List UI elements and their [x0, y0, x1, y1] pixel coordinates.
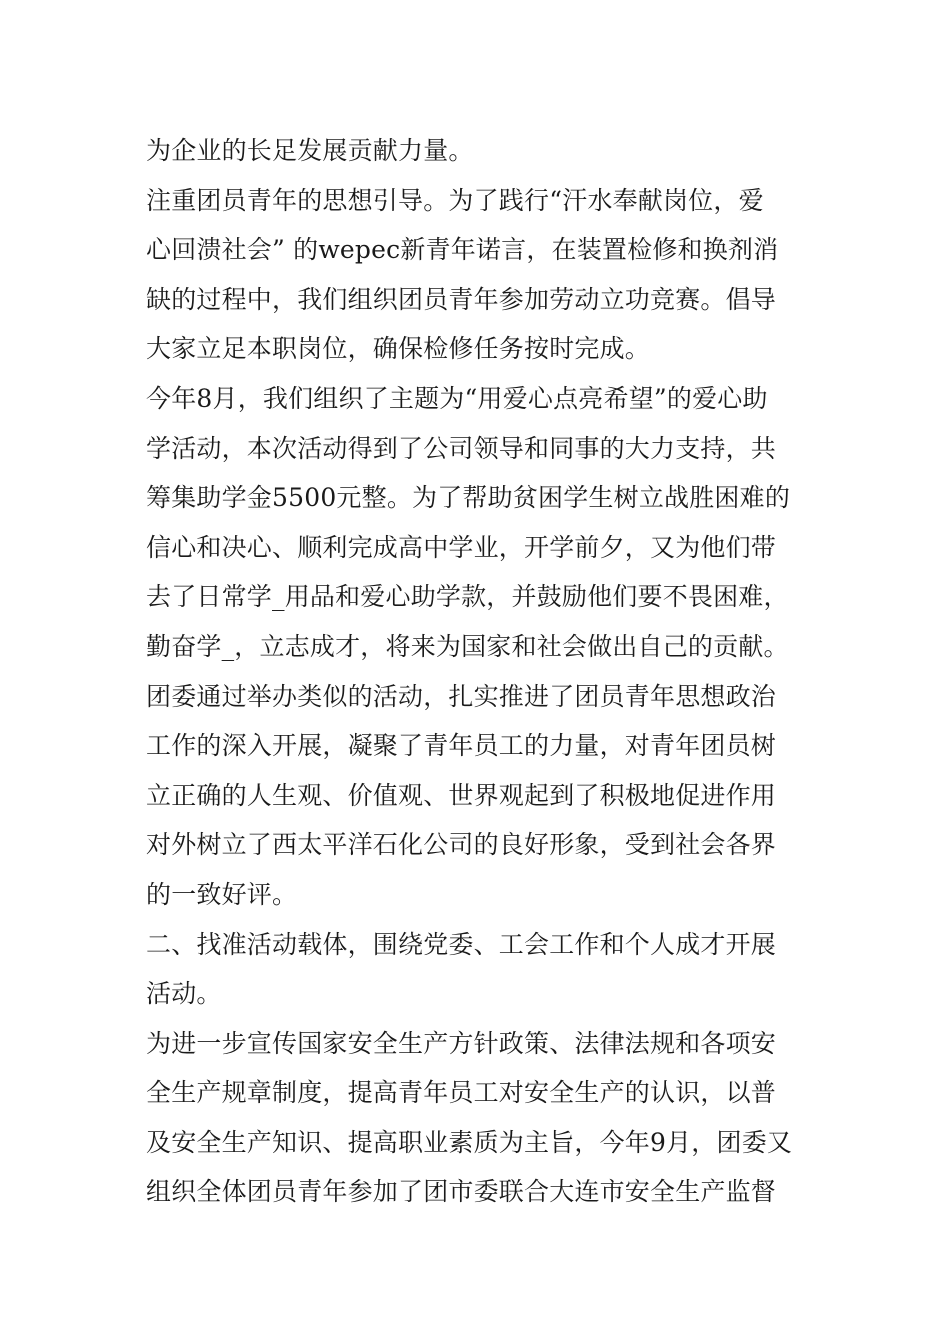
text-line: 的一致好评。 — [146, 879, 298, 909]
text-line: 学活动，本次活动得到了公司领导和同事的大力支持，共 — [146, 433, 777, 463]
text-line: 为企业的长足发展贡献力量。 — [146, 136, 474, 165]
text-line: 为进一步宣传国家安全生产方针政策、法律法规和各项安 — [146, 1028, 777, 1058]
text-line: 心回溃社会” 的wepec新青年诺言，在装置检修和换剂消 — [146, 235, 779, 265]
text-line: 工作的深入开展，凝聚了青年员工的力量，对青年团员树 — [146, 731, 777, 761]
text-line: 全生产规章制度，提高青年员工对安全生产的认识，以普 — [146, 1078, 777, 1108]
text-line: 大家立足本职岗位，确保检修任务按时完成。 — [146, 334, 651, 364]
text-line: 组织全体团员青年参加了团市委联合大连市安全生产监督 — [146, 1177, 777, 1207]
section-heading-line: 二、找准活动载体，围绕党委、工会工作和个人成才开展 — [146, 929, 777, 959]
text-line: 缺的过程中，我们组织团员青年参加劳动立功竞赛。倡导 — [146, 284, 777, 314]
text-line: 今年8月，我们组织了主题为“用爱心点亮希望”的爱心助 — [146, 383, 768, 413]
text-line: 注重团员青年的思想引导。为了践行“汗水奉献岗位，爱 — [146, 185, 764, 215]
text-line: 筹集助学金5500元整。为了帮助贫困学生树立战胜困难的 — [146, 483, 791, 513]
text-line: 勤奋学_，立志成才，将来为国家和社会做出自己的贡献。 — [146, 631, 789, 661]
text-line: 立正确的人生观、价值观、世界观起到了积极地促进作用 — [146, 780, 777, 810]
document-body — [146, 126, 806, 1217]
text-line: 对外树立了西太平洋石化公司的良好形象，受到社会各界 — [146, 830, 777, 860]
text-line: 及安全生产知识、提高职业素质为主旨，今年9月，团委又 — [146, 1127, 793, 1157]
section-heading-line: 活动。 — [146, 979, 222, 1009]
text-line: 去了日常学_用品和爱心助学款，并鼓励他们要不畏困难， — [146, 582, 789, 612]
text-line: 信心和决心、顺利完成高中学业，开学前夕，又为他们带 — [146, 532, 777, 562]
text-line: 团委通过举办类似的活动，扎实推进了团员青年思想政治 — [146, 681, 777, 711]
